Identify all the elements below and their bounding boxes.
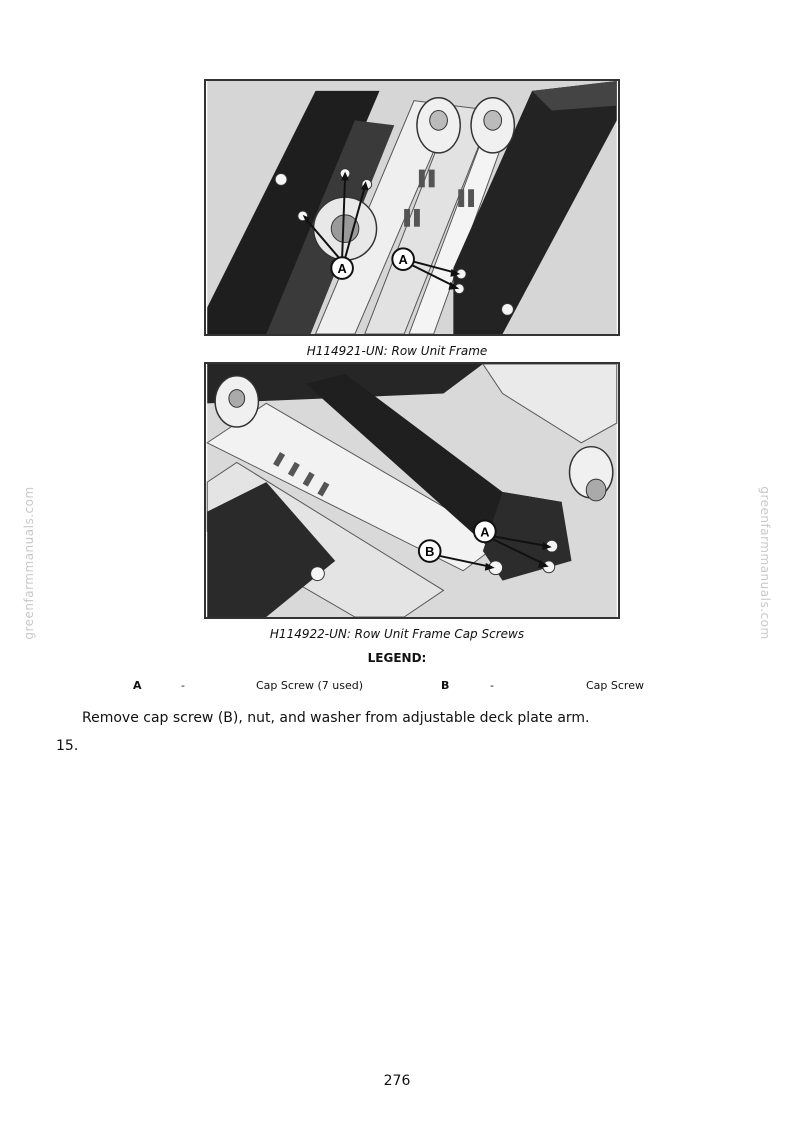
legend-title: LEGEND: <box>367 651 427 665</box>
next-step-number: 15. <box>56 738 79 754</box>
legend-dash-a: - <box>181 679 185 692</box>
callout-b-label: B <box>425 543 435 559</box>
callout-a-2-label: A <box>398 252 408 268</box>
callout-a-1-label: A <box>337 260 347 276</box>
legend-text-a: Cap Screw (7 used) <box>256 679 364 692</box>
legend-key-a: A <box>133 679 142 692</box>
row-unit-frame-cap-screws-illustration <box>204 362 620 619</box>
legend-text-b: Cap Screw <box>586 679 644 692</box>
watermark-left: greenfarmmanuals.com <box>22 486 36 640</box>
step-instruction: Remove cap screw (B), nut, and washer from adjustable deck plate arm. <box>82 710 590 726</box>
watermark-right: greenfarmmanuals.com <box>758 486 772 640</box>
legend-key-b: B <box>441 679 450 692</box>
row-unit-frame-illustration <box>204 79 620 336</box>
figure-2-caption: H114922-UN: Row Unit Frame Cap Screws <box>269 627 525 641</box>
callout-a-label: A <box>480 524 490 540</box>
figure-1-caption: H114921-UN: Row Unit Frame <box>306 344 488 358</box>
legend-dash-b: - <box>490 679 494 692</box>
page-number: 276 <box>383 1073 411 1089</box>
